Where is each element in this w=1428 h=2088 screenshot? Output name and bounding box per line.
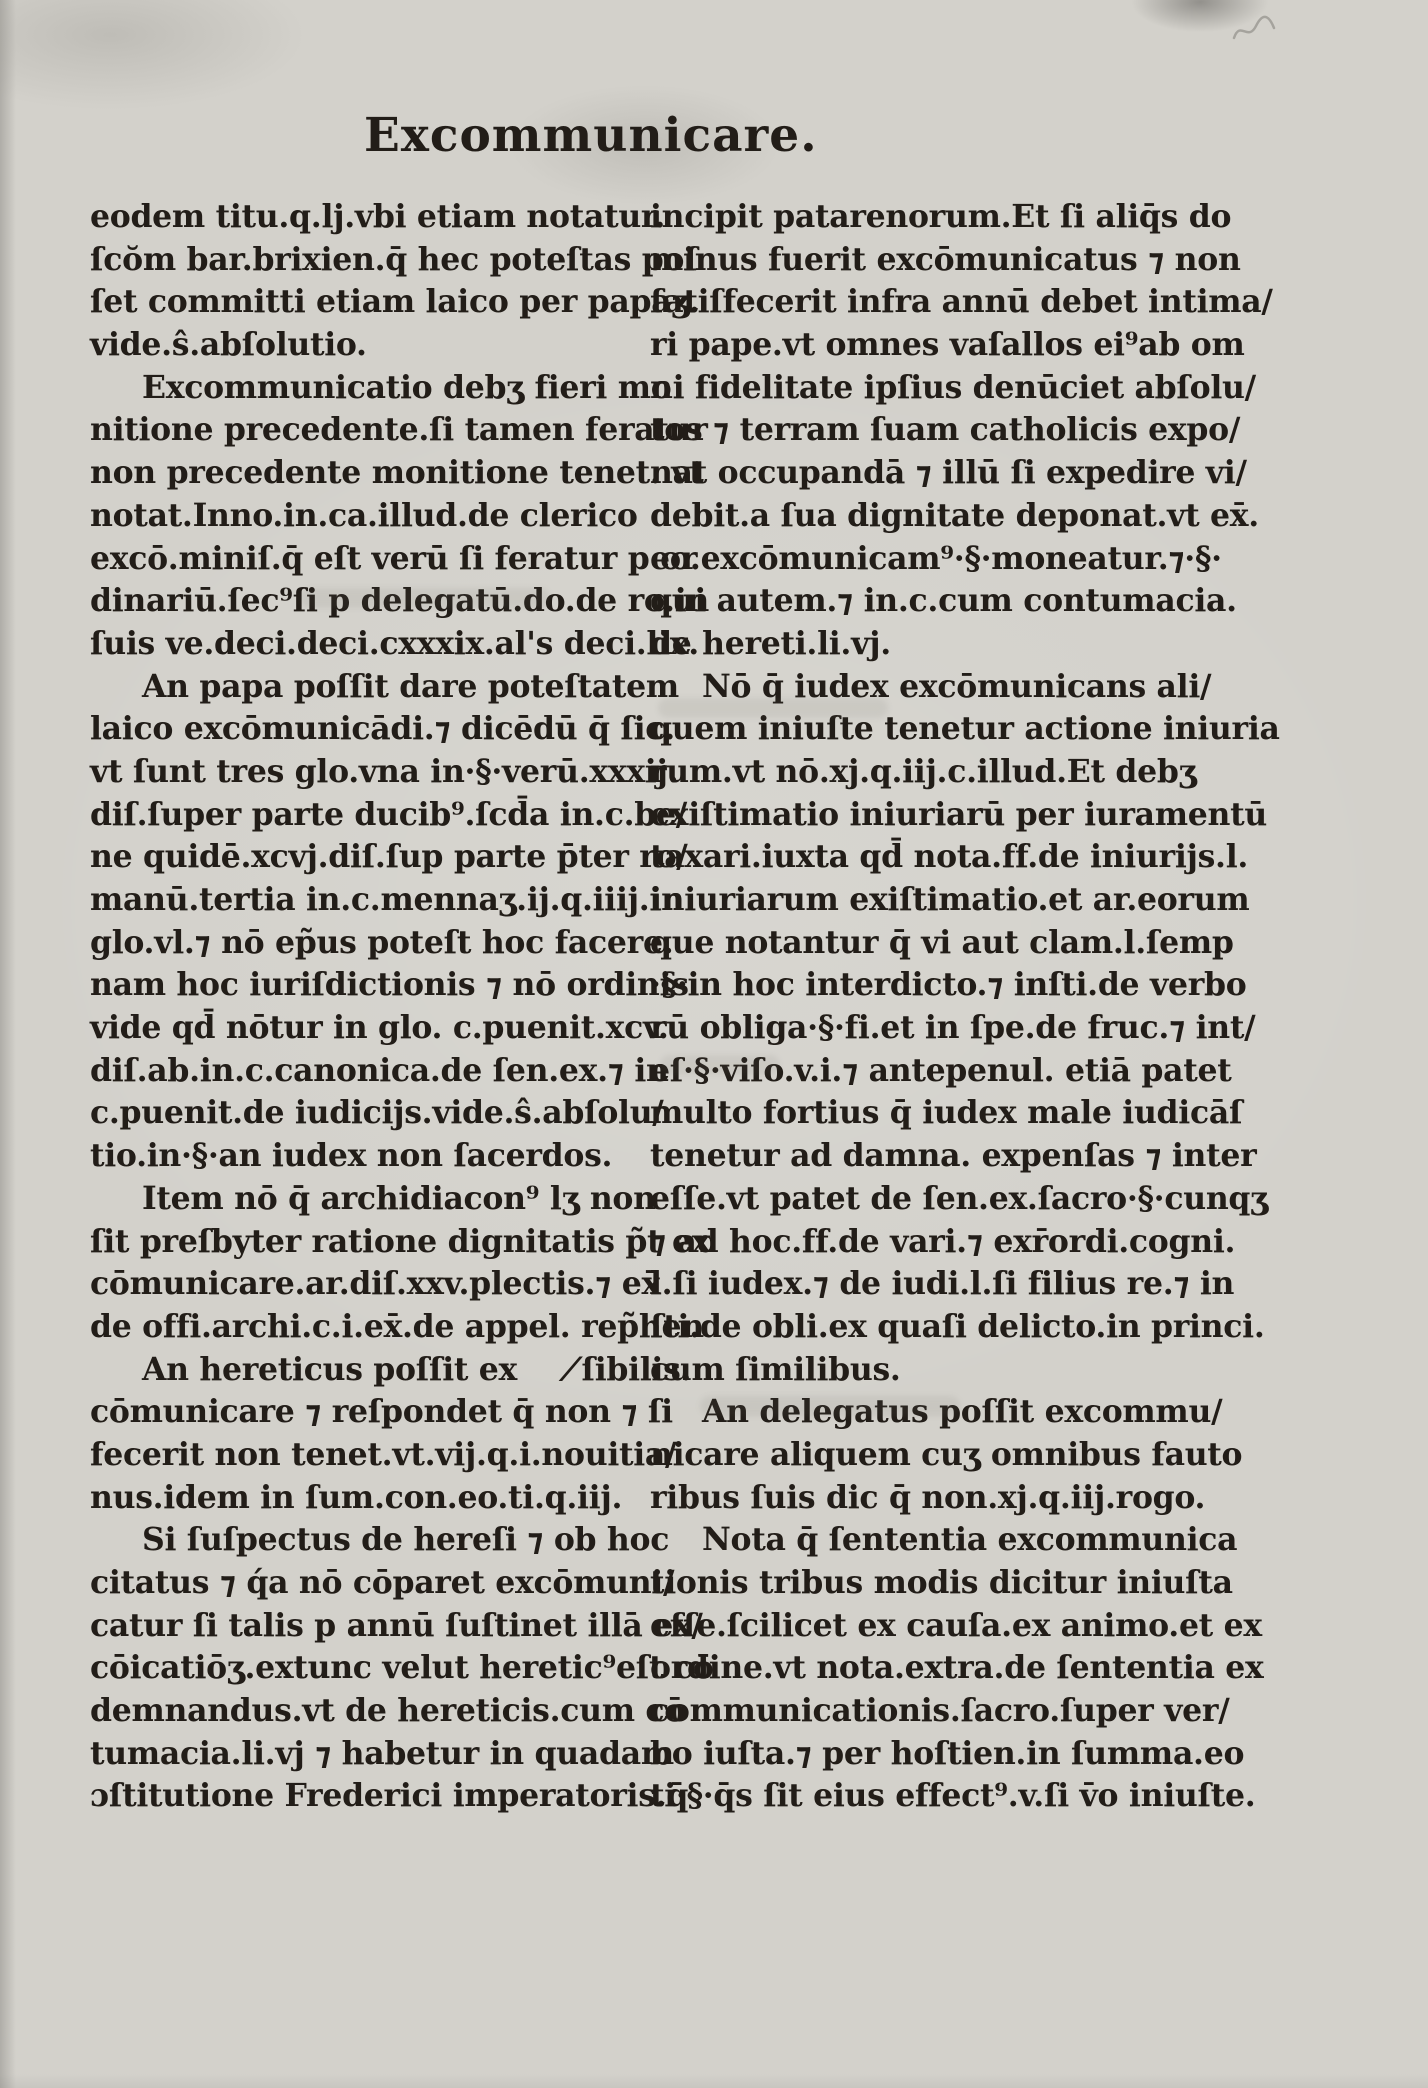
- text-line: ribus ſuis dic q̄ non.xj.q.iij.rogo.: [650, 1478, 1206, 1516]
- text-line: ne quidē.xcvj.diſ.ſup parte p̄ter ro/: [90, 838, 688, 876]
- text-line: Item nō q̄ archidiacon⁹ lʒ non: [142, 1179, 656, 1217]
- text-line: minus fuerit excōmunicatus ⁊ non: [650, 240, 1241, 278]
- text-line: Excommunicatio debʒ fieri mo: [142, 368, 672, 406]
- text-line: An delegatus poſſit excommu/: [702, 1393, 1223, 1431]
- text-column-right: [650, 196, 1280, 1818]
- text-line: cōmunicare.ar.diſ.xxv.plectis.⁊ ex̄: [90, 1265, 660, 1303]
- text-line: An hereticus poſſit ex ⟋ſibilis.: [142, 1350, 692, 1388]
- page-title: Excommunicare.: [364, 108, 818, 163]
- text-line: vide.ŝ.abſolutio.: [90, 326, 367, 364]
- text-line: notat.Inno.in.ca.illud.de clerico: [90, 496, 638, 534]
- text-line: qui autem.⁊ in.c.cum contumacia.: [650, 582, 1237, 620]
- text-line: communicationis.ſacro.ſuper ver/: [650, 1692, 1230, 1730]
- text-line: cōmunicare ⁊ reſpondet q̄ non ⁊ ſi: [90, 1393, 673, 1431]
- text-line: nus.idem in ſum.con.eo.ti.q.iij.: [90, 1478, 623, 1516]
- text-line: ſet committi etiam laico per papaʒ.: [90, 283, 700, 321]
- text-line: nitione precedente.ſi tamen feratur: [90, 411, 708, 449]
- text-line: eſſe.ſcilicet ex cauſa.ex animo.et ex: [650, 1606, 1262, 1644]
- text-line: eſſe.vt patet de ſen.ex.ſacro·§·cunqʒ: [650, 1179, 1268, 1217]
- text-line: excō.miniſ.q̄ eſt verū ſi feratur p or: [90, 539, 698, 577]
- text-line: nat occupandā ⁊ illū ſi expedire vi/: [650, 454, 1247, 492]
- text-line: manū.tertia in.c.mennaʒ.ij.q.iiij.in: [90, 881, 684, 918]
- text-line: fecerit non tenet.vt.vij.q.i.nouitia/: [90, 1435, 677, 1473]
- text-line: tionis tribus modis dicitur iniuſta: [650, 1564, 1233, 1601]
- text-line: tio.in·§·an iudex non ſacerdos.: [90, 1137, 613, 1175]
- text-line: de offi.archi.c.i.ex̄.de appel. rep̃hen: [90, 1307, 704, 1345]
- text-line: Si ſuſpectus de hereſi ⁊ ob hoc: [142, 1521, 670, 1559]
- text-line: ɔſtitutione Frederici imperatoris.q̄: [90, 1777, 689, 1815]
- text-line: ſti.de obli.ex quaſi delicto.in princi.: [650, 1307, 1265, 1345]
- text-line: catur ſi talis p annū ſuſtinet illā ex/: [90, 1606, 703, 1644]
- text-column-left: [90, 196, 714, 1818]
- text-line: demnandus.vt de hereticis.cum cō: [90, 1692, 686, 1730]
- text-line: ni fidelitate ipſius denūciet abſolu/: [650, 368, 1256, 406]
- text-line: que notantur q̄ vi aut clam.l.ſemp: [650, 923, 1234, 961]
- text-line: nam hoc iuriſdictionis ⁊ nō ordinis: [90, 966, 689, 1004]
- text-line: vt ſunt tres glo.vna in·§·verū.xxxij.: [90, 752, 679, 790]
- text-line: vide qd̄ nōtur in glo. c.puenit.xcv.: [90, 1009, 669, 1047]
- text-line: l.ſi iudex.⁊ de iudi.l.ſi filius re.⁊ in: [650, 1265, 1235, 1303]
- text-line: c.puenit.de iudicijs.vide.ŝ.abſolu/: [90, 1094, 664, 1132]
- text-line: Nota q̄ ſententia excommunica: [702, 1521, 1238, 1559]
- text-line: ordine.vt nota.extra.de ſententia ex: [650, 1649, 1264, 1687]
- text-line: nicare aliquem cuʒ omnibus fauto: [650, 1435, 1243, 1473]
- text-line: cum ſimilibus.: [650, 1350, 901, 1388]
- text-line: citatus ⁊ q́a nō cōparet excōmuni/: [90, 1564, 675, 1601]
- text-line: ti·§·q̄s ſit eius effect⁹.v.ſi v̄o iniuſte.: [650, 1777, 1256, 1815]
- text-line: An papa poſſit dare poteſtatem: [142, 667, 679, 705]
- text-line: ri pape.vt omnes vaſallos ei⁹ab om: [650, 326, 1245, 364]
- text-line: de hereti.li.vj.: [650, 624, 891, 662]
- text-line: ſuis ve.deci.deci.cxxxix.al's deci.lix.: [90, 624, 699, 662]
- text-line: debit.a ſua dignitate deponat.vt ex̄.: [650, 496, 1259, 534]
- text-line: cōicatiōʒ.extunc velut heretic⁹eſt cō: [90, 1649, 714, 1687]
- text-line: exiſtimatio iniuriarū per iuramentū: [650, 795, 1267, 833]
- text-line: eodem titu.q.lj.vbi etiam notatur.: [90, 198, 665, 235]
- text-line: quem iniuſte tenetur actione iniuria: [650, 710, 1280, 748]
- bleedthrough-mark: [658, 698, 888, 718]
- text-line: rum.vt nō.xj.q.iij.c.illud.Et debʒ: [650, 752, 1197, 790]
- text-line: glo.vl.⁊ nō ep̃us poteſt hoc facere.: [90, 923, 674, 961]
- text-line: ſcŏm bar.brixien.q̄ hec poteſtas poſ: [90, 240, 698, 278]
- text-line: iniuriarum exiſtimatio.et ar.eorum: [650, 881, 1250, 918]
- bleedthrough-mark: [700, 1396, 960, 1416]
- text-line: ſatiſfecerit infra annū debet intima/: [650, 283, 1273, 321]
- text-line: taxari.iuxta qd̄ nota.ff.de iniurijs.l.: [650, 838, 1249, 876]
- text-line: eo.excōmunicam⁹·§·moneatur.⁊·§·: [650, 539, 1222, 577]
- bleedthrough-mark: [300, 588, 550, 608]
- text-line: Nō q̄ iudex excōmunicans ali/: [702, 667, 1212, 705]
- text-line: diſ.ab.in.c.canonica.de ſen.ex.⁊ in: [90, 1051, 669, 1089]
- text-line: ſit preſbyter ratione dignitatis p̃t ex: [90, 1222, 711, 1260]
- text-line: tenetur ad damna. expenſas ⁊ inter: [650, 1137, 1257, 1175]
- text-line: tumacia.li.vj ⁊ habetur in quadam: [90, 1734, 674, 1772]
- text-line: laico excōmunicādi.⁊ dicēdū q̄ ſic.: [90, 710, 675, 748]
- text-line: ⁊ ad hoc.ff.de vari.⁊ exr̄ordi.cogni.: [650, 1222, 1236, 1260]
- text-line: dinariū.ſec⁹ſi p delegatū.do.de ro.in: [90, 582, 709, 620]
- text-line: ·§·in hoc interdicto.⁊ inſti.de verbo: [650, 966, 1247, 1004]
- bleedthrough-mark: [660, 1055, 780, 1075]
- text-line: diſ.ſuper parte ducib⁹.ſcd̄a in.c.be/: [90, 795, 687, 833]
- text-line: bo iuſta.⁊ per hoſtien.in ſumma.eo: [650, 1734, 1245, 1772]
- handwritten-mark: [1232, 14, 1276, 48]
- text-line: multo fortius q̄ iudex male iudicāſ: [650, 1094, 1243, 1132]
- text-line: eſ·§·viſo.v.i.⁊ antepenul. etiā patet: [650, 1051, 1232, 1089]
- text-line: non precedente monitione tenet. vt: [90, 454, 704, 492]
- text-line: rū obliga·§·fi.et in ſpe.de fruc.⁊ int/: [650, 1009, 1256, 1047]
- text-line: incipit patarenorum.Et ſi aliq̄s do: [650, 198, 1232, 235]
- text-line: tos ⁊ terram ſuam catholicis expo/: [650, 411, 1241, 449]
